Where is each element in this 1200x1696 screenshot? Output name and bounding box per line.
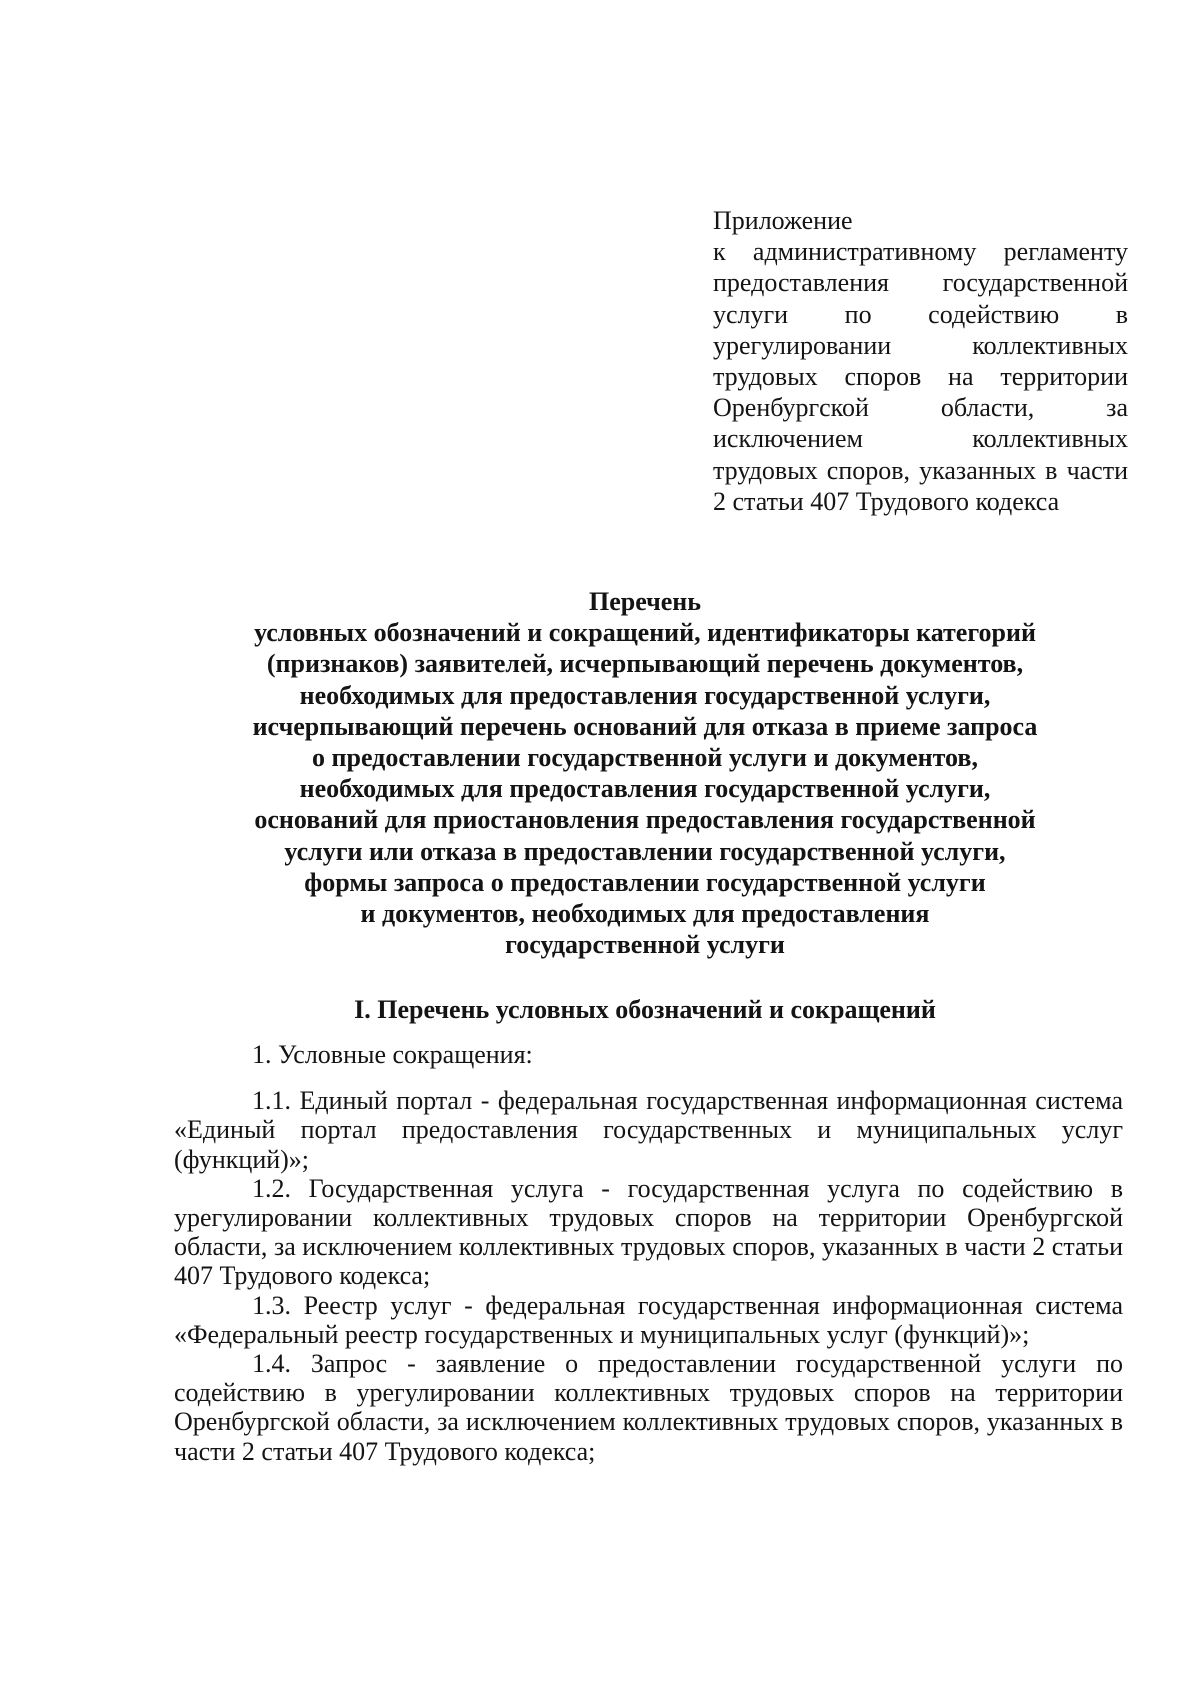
appendix-block — [713, 205, 1128, 517]
heading-line: о предоставлении государственной услуги и документов, — [312, 743, 978, 773]
paragraph: 1. Условные сокращения: — [252, 1040, 533, 1069]
section-title: I. Перечень условных обозначений и сокращений — [354, 995, 936, 1024]
paragraph: 1.1. Единый портал - федеральная государственная информационная система «Единый портал предоставления государственных и муниципальных услуг (функций)»; — [174, 1086, 1123, 1174]
document-heading — [180, 586, 1110, 960]
heading-line: услуги или отказа в предоставлении государственной услуги, — [284, 836, 1006, 866]
heading-line: государственной услуги — [505, 930, 785, 960]
heading-line: необходимых для предоставления государственной услуги, — [299, 680, 991, 710]
appendix-text: к административному регламенту предоставления государственной услуги по содействию в урегулировании коллективных трудовых споров на территории Оренбургской области, за исключением коллективных трудовых споров, указанных в части 2 статьи 407 Трудового кодекса — [713, 237, 1128, 516]
paragraph: 1.4. Запрос - заявление о предоставлении государственной услуги по содействию в урегулировании коллективных трудовых споров на территории Оренбургской области, за исключением коллективных трудовых споров, указанных в части 2 статьи 407 Трудового кодекса; — [174, 1349, 1123, 1466]
heading-line: Перечень — [588, 587, 702, 616]
body-text — [174, 1040, 1123, 1466]
heading-line: необходимых для предоставления государственной услуги, — [299, 774, 991, 804]
paragraph: 1.2. Государственная услуга - государственная услуга по содействию в урегулировании коллективных трудовых споров на территории Оренбургской области, за исключением коллективных трудовых споров, указанных в части 2 статьи 407 Трудового кодекса; — [174, 1173, 1123, 1291]
heading-line: исчерпывающий перечень оснований для отказа в приеме запроса — [252, 711, 1038, 741]
paragraph: 1.3. Реестр услуг - федеральная государственная информационная система «Федеральный реестр государственных и муниципальных услуг (функций)»; — [174, 1290, 1123, 1349]
appendix-title: Приложение — [713, 206, 853, 235]
heading-line: (признаков) заявителей, исчерпывающий перечень документов, — [266, 649, 1024, 679]
heading-line: условных обозначений и сокращений, идентификаторы категорий — [254, 618, 1036, 648]
heading-line: оснований для приостановления предоставления государственной — [254, 805, 1036, 835]
heading-line: и документов, необходимых для предоставления — [360, 899, 930, 929]
heading-line: формы запроса о предоставлении государственной услуги — [304, 867, 986, 897]
